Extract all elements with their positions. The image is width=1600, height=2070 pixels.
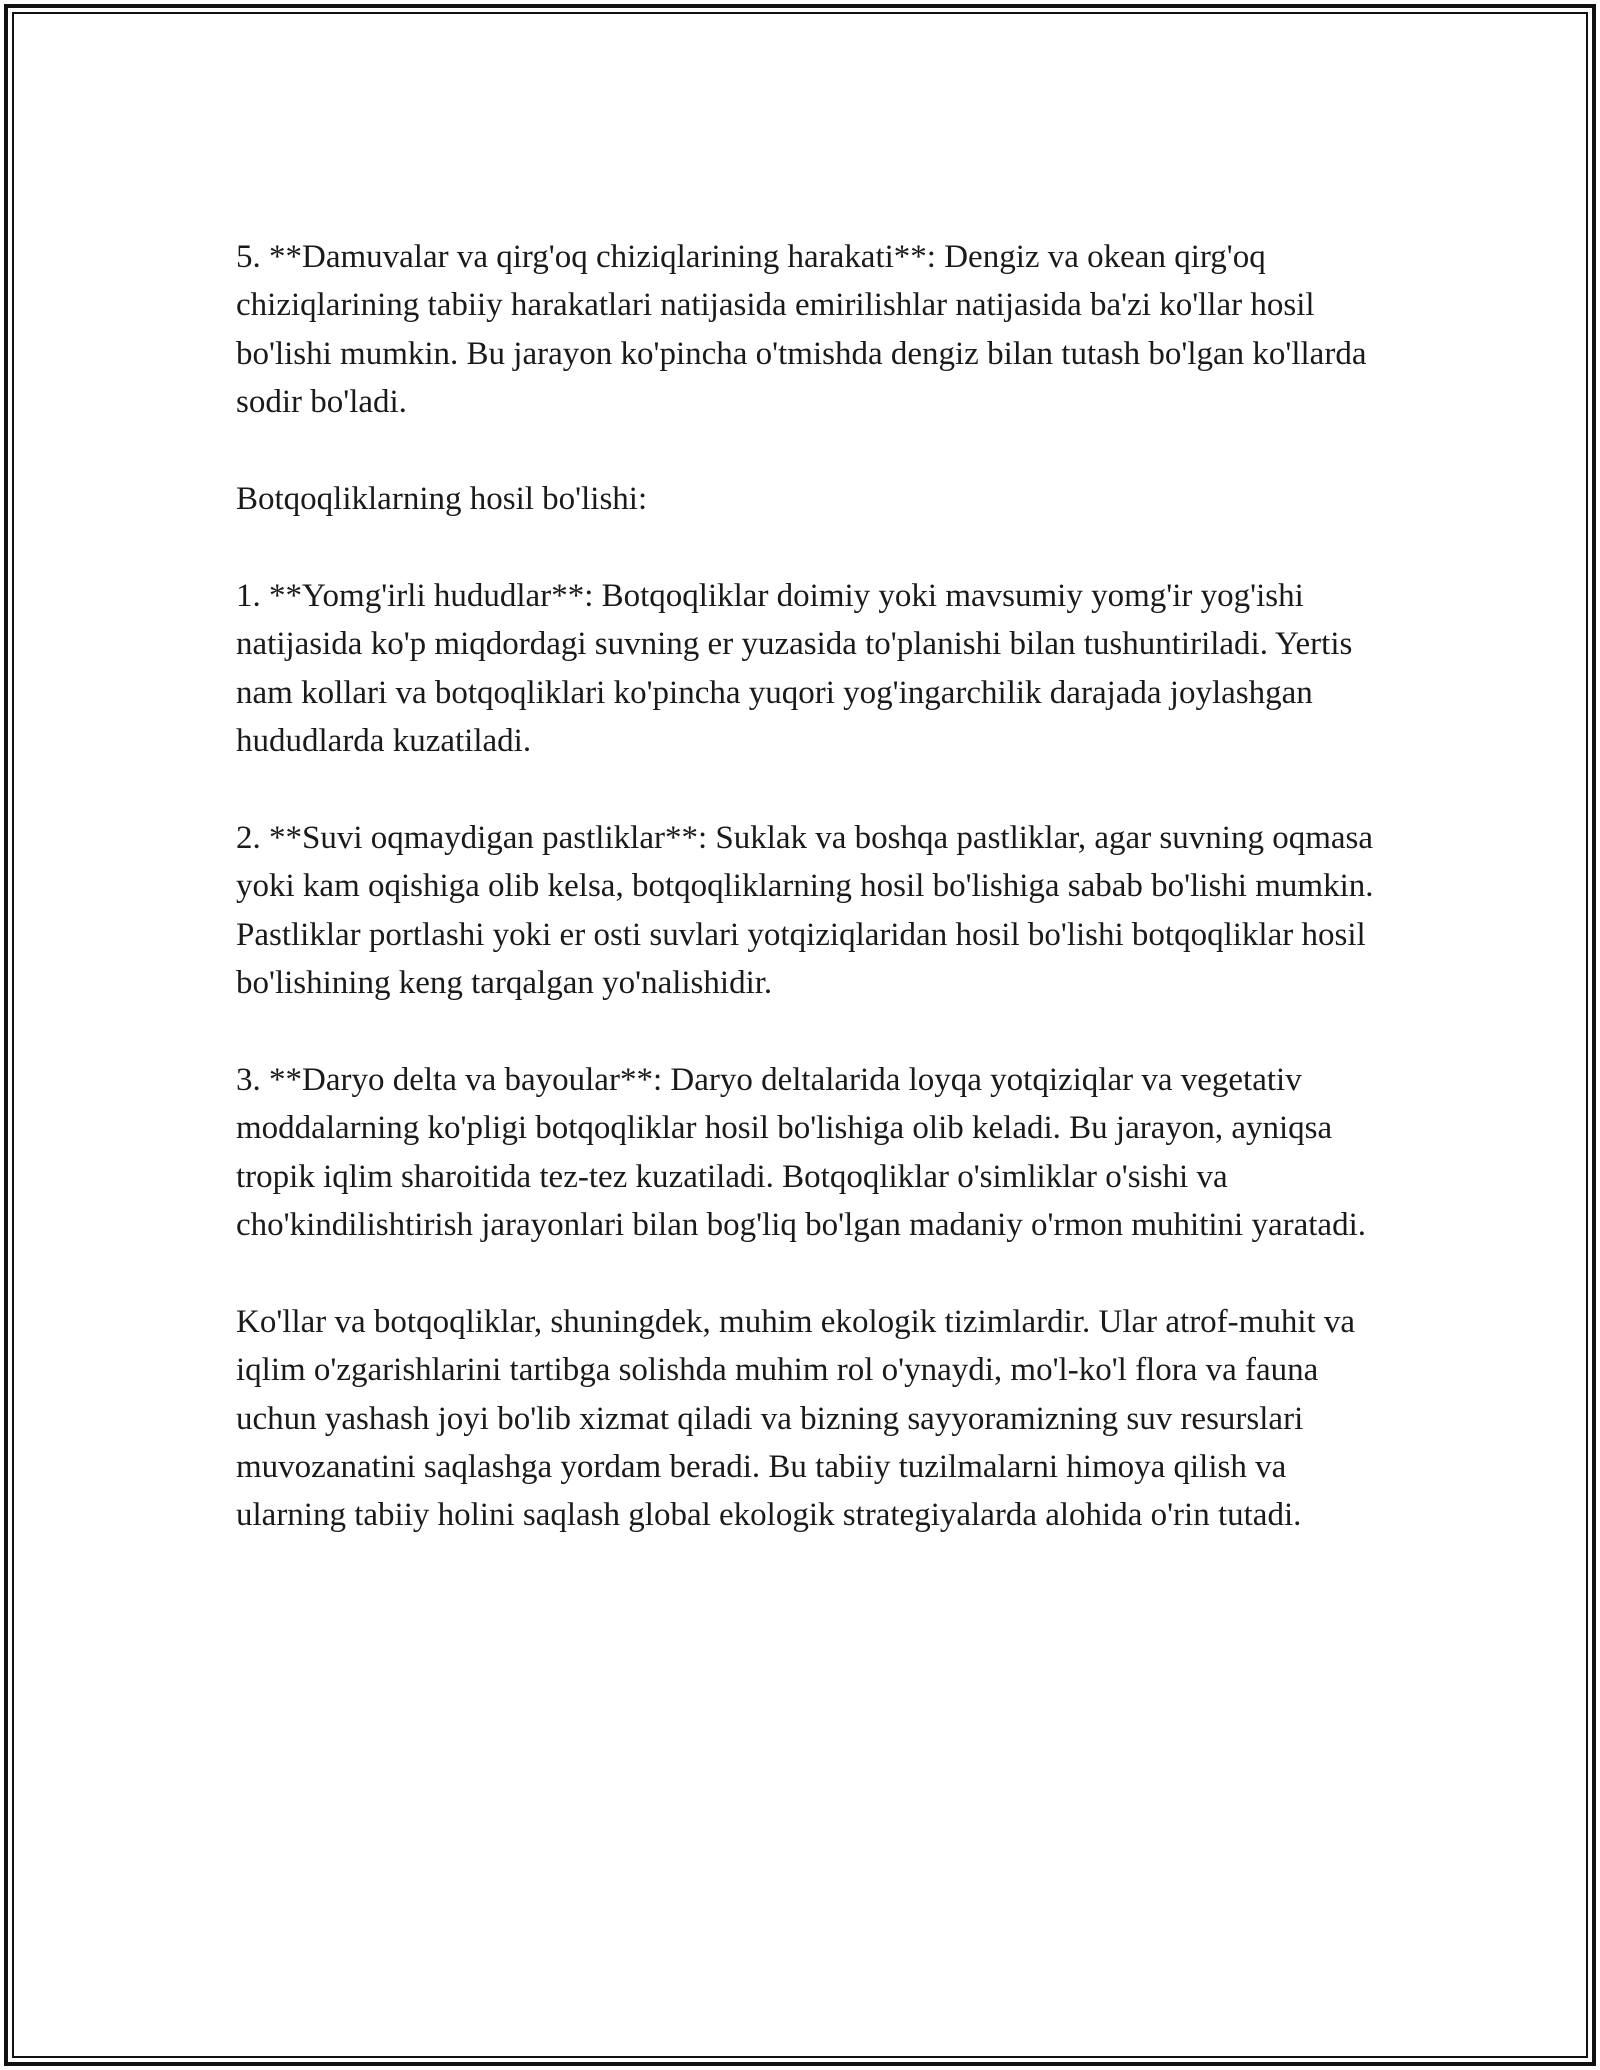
paragraph-stagnant-lowlands: 2. **Suvi oqmaydigan pastliklar**: Suklak va boshqa pastliklar, agar suvning oqmasa yoki kam oqishiga olib kelsa, botqoqliklarning hosil bo'lishiga sabab bo'lishi mumkin. Pastliklar portlashi yoki er osti suvlari yotqiziqlaridan hosil bo'lishi botqoqliklar hosil bo'lishining keng tarqalgan yo'nalishidir. (236, 819, 1374, 1002)
paragraph-coastline-movement: 5. **Damuvalar va qirg'oq chiziqlarining harakati**: Dengiz va okean qirg'oq chiziqlarining tabiiy harakatlari natijasida emirilishlar natijasida ba'zi ko'llar hosil bo'lishi mumkin. Bu jarayon ko'pincha o'tmishda dengiz bilan tutash bo'lgan ko'llarda sodir bo'ladi. (236, 239, 1367, 421)
paragraph-river-deltas: 3. **Daryo delta va bayoular**: Daryo deltalarida loyqa yotqiziqlar va vegetativ moddalarning ko'pligi botqoqliklar hosil bo'lishiga olib keladi. Bu jarayon, ayniqsa tropik iqlim sharoitida tez-tez kuzatiladi. Botqoqliklar o'simliklar o'sishi va cho'kindilishtirish jarayonlari bilan bog'liq bo'lgan madaniy o'rmon muhitini yaratadi. (236, 1061, 1366, 1244)
document-body (236, 233, 1376, 1588)
section-heading-swamp-formation: Botqoqliklarning hosil bo'lishi: (236, 481, 648, 518)
paragraph-rainy-regions: 1. **Yomg'irli hududlar**: Botqoqliklar doimiy yoki mavsumiy yomg'ir yog'ishi natijasida ko'p miqdordagi suvning er yuzasida to'planishi bilan tushuntiriladi. Yertis nam kollari va botqoqliklari ko'pincha yuqori yog'ingarchilik darajada joylashgan hududlarda kuzatiladi. (236, 577, 1353, 760)
paragraph-ecological-importance: Ko'llar va botqoqliklar, shuningdek, muhim ekologik tizimlardir. Ular atrof-muhit va iqlim o'zgarishlarini tartibga solishda muhim rol o'ynaydi, mo'l-ko'l flora va fauna uchun yashash joyi bo'lib xizmat qiladi va bizning sayyoramizning suv resurslari muvozanatini saqlashga yordam beradi. Bu tabiiy tuzilmalarni himoya qilish va ularning tabiiy holini saqlash global ekologik strategiyalarda alohida o'rin tutadi. (236, 1303, 1356, 1534)
